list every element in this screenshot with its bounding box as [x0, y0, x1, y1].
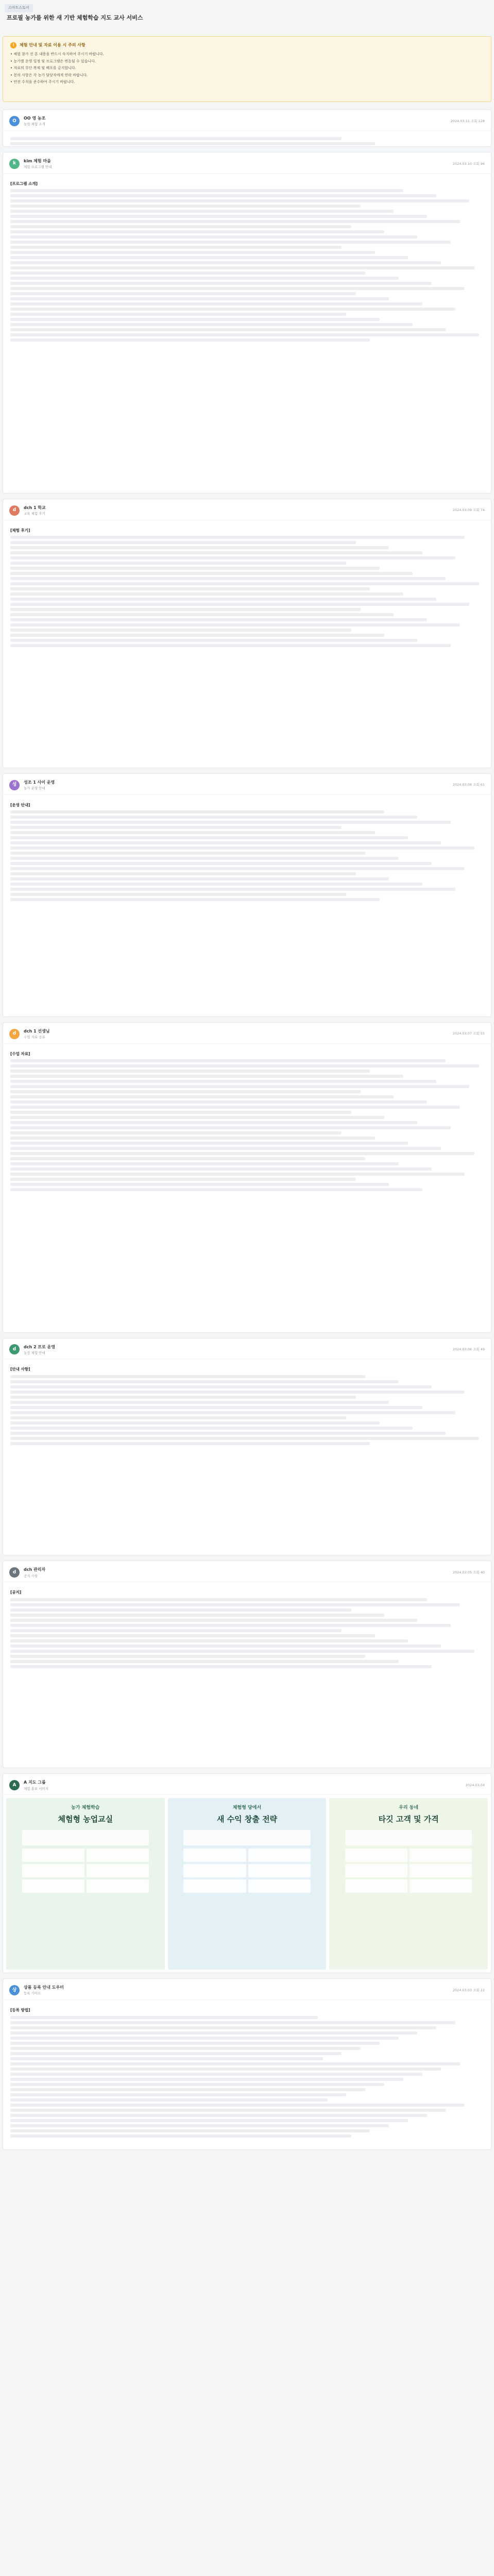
text-line [10, 297, 389, 300]
text-line [10, 2083, 384, 2086]
text-line [10, 1162, 399, 1165]
text-line [10, 577, 446, 580]
card-header [3, 1979, 491, 2000]
card-meta: 2024.03.10 조회 96 [452, 161, 485, 166]
card-header [3, 499, 491, 520]
text-line [10, 567, 380, 570]
text-line [10, 2078, 403, 2081]
card-body [3, 520, 491, 768]
text-line [10, 536, 465, 539]
card-header [3, 1023, 491, 1044]
text-line [10, 592, 403, 596]
notice-line: • 문의 사항은 각 농가 담당자에게 연락 바랍니다. [10, 73, 88, 77]
avatar[interactable]: d [9, 1567, 20, 1578]
text-line [10, 613, 394, 616]
text-line [10, 2067, 441, 2071]
text-line [10, 862, 432, 865]
gallery-image[interactable] [168, 1798, 327, 1970]
text-line [10, 282, 432, 285]
text-line [10, 1624, 451, 1627]
text-line [10, 2031, 417, 2035]
section-heading: [운영 안내] [10, 802, 30, 807]
text-line [10, 1432, 446, 1435]
text-line [10, 2073, 422, 2076]
text-line [10, 1437, 479, 1440]
author-name[interactable]: dch 관리자 [24, 1567, 46, 1572]
author-name[interactable]: kim 체험 마을 [24, 158, 51, 163]
post-card [3, 1561, 491, 1768]
gallery-image[interactable] [6, 1798, 165, 1970]
card-header [3, 774, 491, 795]
text-line [10, 2062, 460, 2065]
author-name[interactable]: 상품 등록 안내 도우미 [24, 1985, 64, 1990]
text-line [10, 1157, 365, 1160]
text-line [10, 1090, 361, 1093]
author-name[interactable]: dch 1 선생님 [24, 1028, 50, 1033]
card-subtitle: 교육 체험 후기 [24, 512, 45, 516]
text-line [10, 888, 455, 891]
section-heading: [공지] [10, 1590, 22, 1595]
text-line [10, 1152, 474, 1155]
text-line [10, 225, 351, 228]
text-line [10, 215, 427, 218]
text-line [10, 810, 384, 814]
text-line [10, 831, 375, 834]
author-name[interactable]: dch 1 학교 [24, 505, 46, 510]
author-name[interactable]: dch 2 프로 운영 [24, 1344, 55, 1349]
text-line [10, 836, 408, 839]
text-line [10, 1665, 432, 1668]
text-line [10, 1131, 342, 1134]
category-tag[interactable]: 스마트스토어 [5, 4, 33, 12]
text-line [10, 210, 394, 213]
card-body [3, 2000, 491, 2149]
text-line [10, 1142, 408, 1145]
text-line [10, 2104, 465, 2107]
text-line [10, 1375, 365, 1378]
text-line [10, 634, 384, 637]
card-body [3, 174, 491, 493]
card-subtitle: 수업 자료 공유 [24, 1035, 45, 1039]
author-name[interactable]: 성조 1 사이 운영 [24, 779, 55, 785]
card-meta: 2024.03.03 조회 22 [452, 1988, 485, 1992]
text-line [10, 2129, 370, 2132]
text-line [10, 1106, 460, 1109]
notice-title: 체험 안내 및 자료 이용 시 주의 사항 [20, 43, 86, 47]
image-gallery [3, 1795, 491, 1973]
author-name[interactable]: OO 영 농조 [24, 116, 46, 121]
warning-icon: ! [10, 42, 16, 48]
card-meta: 2024.03.09 조회 74 [452, 508, 485, 513]
notice-line: • 농가별 운영 일정 및 프로그램은 변동될 수 있습니다. [10, 59, 96, 63]
section-heading: [프로그램 소개] [10, 181, 38, 186]
card-header [3, 1774, 491, 1795]
card-meta: 2024.03.11 조회 128 [450, 118, 485, 123]
card-header [3, 110, 491, 131]
text-line [10, 1085, 469, 1088]
text-line [10, 1411, 455, 1414]
text-line [10, 142, 375, 145]
card-meta: 2024.03.08 조회 61 [452, 783, 485, 787]
text-line [10, 883, 422, 886]
text-line [10, 1095, 394, 1098]
notice-box [3, 36, 491, 102]
card-body [3, 795, 491, 1016]
text-line [10, 1070, 370, 1073]
text-line [10, 2109, 446, 2112]
page-title: 프로필 농가를 위한 새 기반 체험학습 지도 교사 서비스 [7, 14, 143, 21]
text-line [10, 562, 346, 565]
text-line [10, 1126, 451, 1129]
text-line [10, 603, 469, 606]
text-line [10, 893, 346, 896]
text-line [10, 313, 346, 316]
text-line [10, 2088, 365, 2091]
text-line [10, 551, 422, 554]
text-line [10, 1167, 432, 1171]
text-line [10, 2037, 399, 2040]
text-line [10, 639, 417, 642]
text-line [10, 816, 417, 819]
text-line [10, 1421, 380, 1425]
text-line [10, 556, 455, 560]
text-line [10, 1111, 351, 1114]
post-card [3, 499, 491, 768]
card-meta: 2024.03.05 조회 40 [452, 1570, 485, 1575]
text-line [10, 1121, 417, 1124]
avatar[interactable]: k [9, 159, 20, 169]
text-line [10, 1183, 389, 1186]
text-line [10, 1619, 417, 1622]
card-body [3, 1044, 491, 1332]
text-line [10, 541, 356, 544]
text-line [10, 587, 370, 590]
text-line [10, 205, 361, 208]
text-line [10, 846, 474, 850]
text-line [10, 235, 417, 239]
card-subtitle: 농장 체험 안내 [24, 1350, 45, 1355]
text-line [10, 220, 460, 223]
text-line [10, 2052, 342, 2055]
card-subtitle: 등록 가이드 [24, 1991, 41, 1996]
card-meta: 2024.03.06 조회 49 [452, 1347, 485, 1352]
text-line [10, 2042, 380, 2045]
gallery-image[interactable] [329, 1798, 488, 1970]
text-line [10, 1385, 432, 1388]
image-title: 체험형 농업교실 [58, 1815, 113, 1824]
text-line [10, 629, 351, 632]
text-line [10, 872, 356, 875]
card-header [3, 1338, 491, 1360]
avatar[interactable]: O [9, 116, 20, 126]
text-line [10, 1116, 384, 1119]
text-line [10, 898, 380, 901]
text-line [10, 618, 427, 621]
text-line [10, 194, 436, 197]
text-line [10, 328, 446, 331]
image-caption: 체험형 당에서 [232, 1805, 262, 1811]
text-line [10, 1064, 479, 1067]
card-subtitle: 농가 운영 안내 [24, 786, 45, 790]
card-body [3, 1359, 491, 1555]
text-line [10, 189, 403, 192]
avatar[interactable]: d [9, 1029, 20, 1039]
text-line [10, 1080, 436, 1083]
text-line [10, 246, 342, 249]
image-caption: 농가 체험학습 [71, 1805, 100, 1811]
text-line [10, 1660, 399, 1663]
text-line [10, 1645, 441, 1648]
text-line [10, 2098, 328, 2102]
text-line [10, 323, 413, 326]
notice-header [10, 42, 484, 48]
card-subtitle: 체험 프로그램 안내 [24, 165, 52, 170]
text-line [10, 1406, 422, 1409]
notice-body [10, 52, 484, 86]
card-subtitle: 체험 홍보 이미지 [24, 1786, 49, 1791]
text-line [10, 2026, 436, 2029]
text-line [10, 608, 361, 611]
text-line [10, 623, 460, 626]
text-line [10, 2124, 389, 2127]
text-line [10, 2021, 455, 2024]
text-line [10, 546, 389, 549]
image-title: 타깃 고객 및 가격 [378, 1815, 439, 1824]
text-line [10, 857, 399, 860]
gallery-card [3, 1773, 491, 1973]
text-line [10, 1598, 427, 1601]
notice-line: • 자료의 무단 복제 및 배포를 금지합니다. [10, 66, 76, 71]
text-line [10, 1650, 474, 1653]
text-line [10, 867, 465, 870]
header [3, 0, 491, 24]
text-line [10, 1639, 408, 1642]
text-line [10, 582, 479, 585]
card-body [3, 131, 491, 146]
text-line [10, 1075, 403, 1078]
text-line [10, 1391, 465, 1394]
section-heading: [체험 후기] [10, 528, 30, 533]
text-line [10, 1100, 427, 1104]
post-card [3, 1338, 491, 1556]
post-card [3, 1022, 491, 1333]
avatar[interactable]: 상 [9, 1985, 20, 1995]
text-line [10, 826, 342, 829]
text-line [10, 2057, 323, 2060]
text-line [10, 2047, 361, 2050]
text-line [10, 292, 356, 295]
author-name[interactable]: A 지도 그룹 [24, 1780, 46, 1785]
card-meta: 2024.03.07 조회 55 [452, 1031, 485, 1036]
text-line [10, 199, 469, 202]
notice-line: • 안전 수칙을 준수하여 주시기 바랍니다. [10, 80, 75, 84]
post-card [3, 109, 491, 147]
text-line [10, 1603, 460, 1606]
text-line [10, 821, 451, 824]
text-line [10, 598, 436, 601]
card-header [3, 152, 491, 174]
text-line [10, 277, 399, 280]
text-line [10, 1059, 446, 1062]
text-line [10, 1188, 422, 1191]
text-line [10, 261, 441, 264]
text-line [10, 1629, 342, 1632]
text-line [10, 256, 408, 259]
text-line [10, 1614, 384, 1617]
text-line [10, 1380, 399, 1383]
section-heading: [안내 사항] [10, 1367, 30, 1372]
text-line [10, 1401, 389, 1404]
text-line [10, 1416, 346, 1419]
text-line [10, 308, 455, 311]
text-line [10, 137, 342, 140]
post-card [3, 1978, 491, 2150]
text-line [10, 2016, 318, 2019]
card-body [3, 1582, 491, 1768]
image-caption: 우리 동네 [399, 1805, 419, 1811]
card-meta: 2024.03.04 [465, 1783, 485, 1787]
text-line [10, 841, 441, 844]
text-line [10, 1655, 365, 1658]
text-line [10, 2134, 351, 2138]
card-header [3, 1561, 491, 1582]
text-line [10, 644, 451, 647]
text-line [10, 877, 389, 880]
avatar[interactable]: 성 [9, 780, 20, 790]
text-line [10, 1634, 375, 1637]
text-line [10, 302, 422, 306]
text-line [10, 287, 465, 290]
text-line [10, 272, 365, 275]
section-heading: [수업 자료] [10, 1051, 30, 1056]
text-line [10, 1147, 441, 1150]
text-line [10, 241, 451, 244]
text-line [10, 333, 479, 336]
text-line [10, 1137, 375, 1140]
text-line [10, 338, 370, 342]
text-line [10, 2119, 408, 2122]
text-line [10, 1442, 370, 1445]
text-line [10, 1173, 465, 1176]
text-line [10, 852, 365, 855]
avatar[interactable]: d [9, 1344, 20, 1354]
text-line [10, 1427, 413, 1430]
notice-line: • 체험 참가 전 본 내용을 반드시 숙지하여 주시기 바랍니다. [10, 52, 104, 57]
text-line [10, 318, 380, 321]
post-card [3, 152, 491, 494]
text-line [10, 230, 384, 233]
avatar[interactable]: d [9, 505, 20, 516]
text-line [10, 2093, 346, 2096]
text-line [10, 572, 413, 575]
image-title: 새 수익 창출 전략 [216, 1815, 278, 1824]
section-heading: [등록 방법] [10, 2008, 30, 2013]
text-line [10, 1608, 351, 1612]
card-subtitle: 공지 사항 [24, 1573, 38, 1578]
text-line [10, 251, 375, 254]
text-line [10, 1178, 356, 1181]
text-line [10, 2114, 427, 2117]
card-subtitle: 농업 체험 소개 [24, 122, 45, 127]
avatar[interactable]: A [9, 1780, 20, 1790]
text-line [10, 266, 474, 269]
post-card [3, 773, 491, 1017]
text-line [10, 1396, 356, 1399]
